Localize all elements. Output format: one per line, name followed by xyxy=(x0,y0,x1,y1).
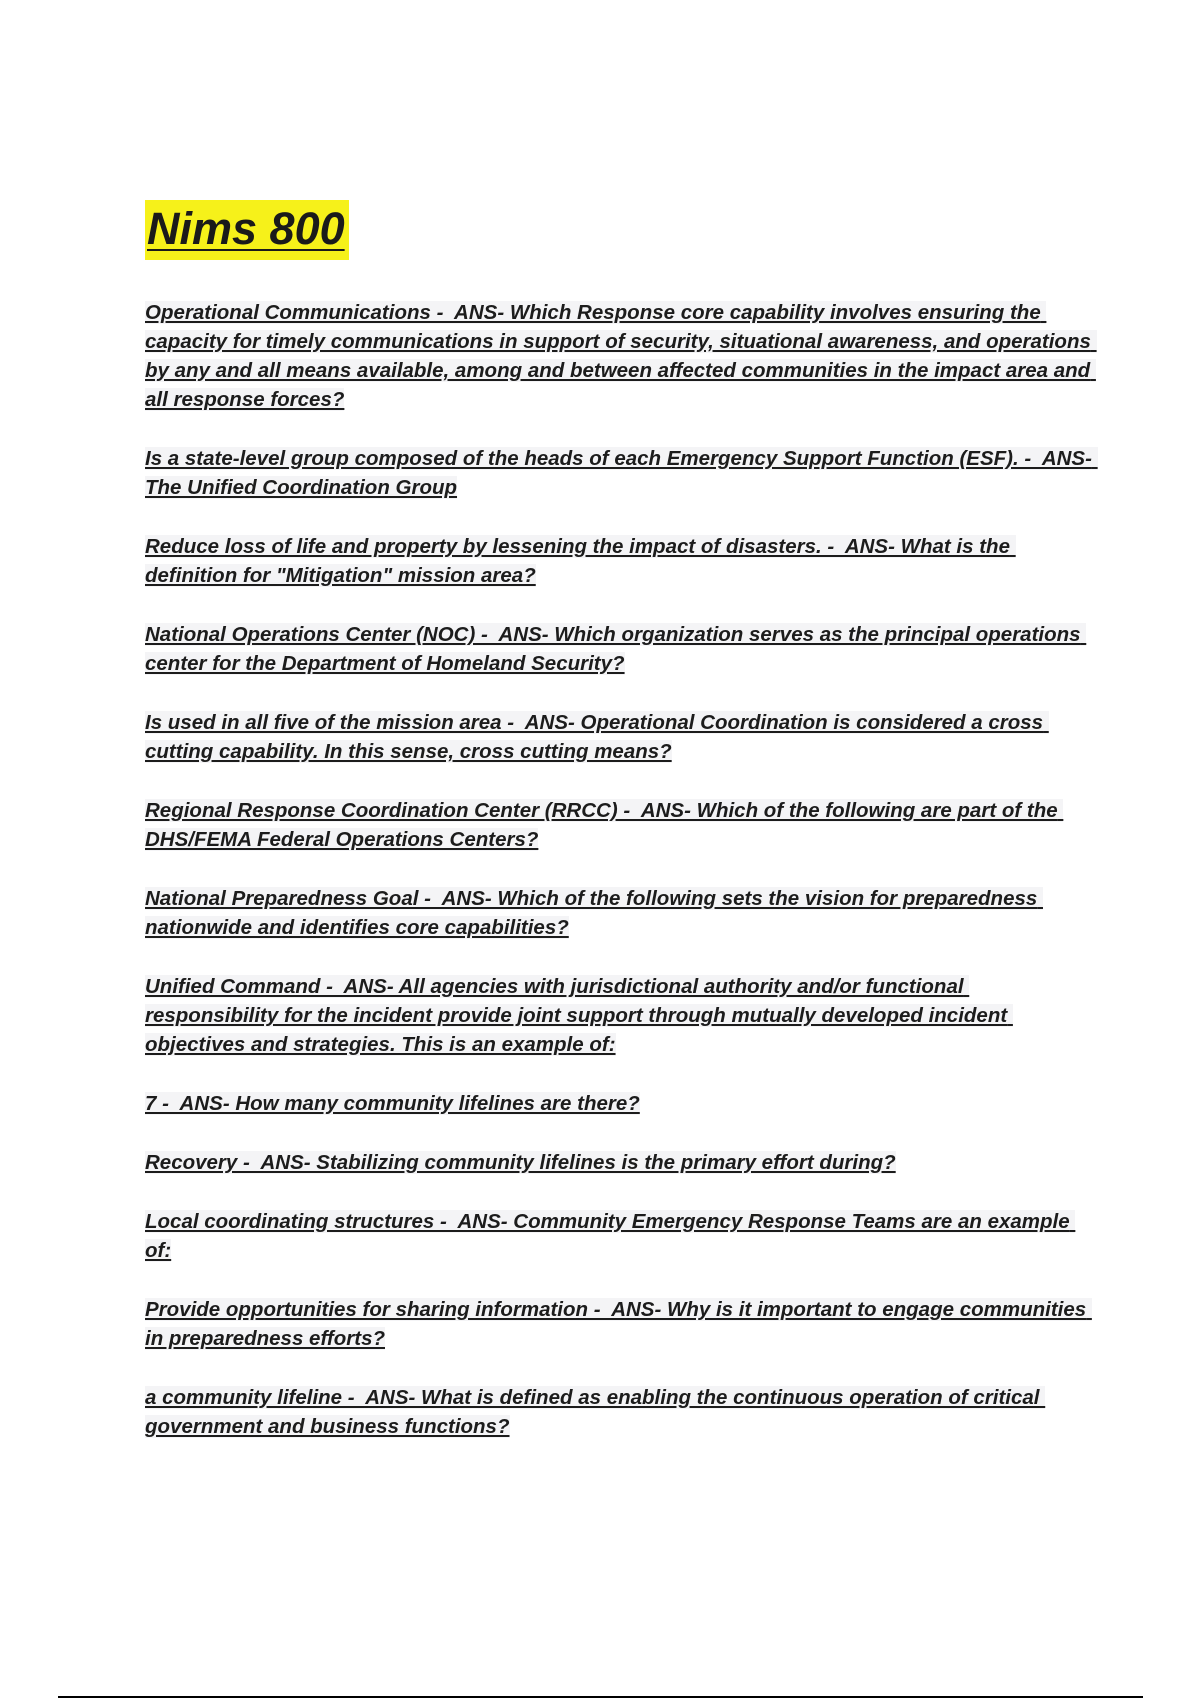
qa-item-text: Unified Command - ANS- All agencies with jurisdictional authority and/or functional responsibility for the incident provide joint support through mutually developed incident objectives and strategies. This is an example of: xyxy=(145,975,1013,1056)
qa-item xyxy=(145,708,1100,766)
footer-divider xyxy=(58,1696,1143,1698)
qa-item xyxy=(145,884,1100,942)
document-title: Nims 800 xyxy=(145,200,349,260)
qa-item-text: Regional Response Coordination Center (RRCC) - ANS- Which of the following are part of the DHS/FEMA Federal Operations Centers? xyxy=(145,799,1064,851)
qa-item-text: a community lifeline - ANS- What is defined as enabling the continuous operation of critical government and business functions? xyxy=(145,1386,1046,1438)
qa-item xyxy=(145,1089,1100,1118)
qa-item xyxy=(145,796,1100,854)
qa-item xyxy=(145,620,1100,678)
qa-item-text: Recovery - ANS- Stabilizing community lifelines is the primary effort during? xyxy=(145,1151,896,1174)
qa-item-text: Is used in all five of the mission area - ANS- Operational Coordination is considered a cross cutting capability. In this sense, cross cutting means? xyxy=(145,711,1049,763)
qa-item-text: Operational Communications - ANS- Which Response core capability involves ensuring the capacity for timely communications in support of security, situational awareness, and operations by any and all means available, among and between affected communities in the impact area and all response forces? xyxy=(145,301,1097,411)
qa-item xyxy=(145,298,1100,414)
qa-item xyxy=(145,1383,1100,1441)
qa-item xyxy=(145,1207,1100,1265)
qa-item xyxy=(145,1148,1100,1177)
qa-list xyxy=(145,298,1100,1471)
qa-item-text: National Preparedness Goal - ANS- Which of the following sets the vision for preparedness nationwide and identifies core capabilities? xyxy=(145,887,1043,939)
qa-item xyxy=(145,1295,1100,1353)
qa-item-text: Local coordinating structures - ANS- Community Emergency Response Teams are an example of: xyxy=(145,1210,1076,1262)
qa-item xyxy=(145,532,1100,590)
qa-item-text: 7 - ANS- How many community lifelines are there? xyxy=(145,1092,640,1115)
qa-item-text: National Operations Center (NOC) - ANS- Which organization serves as the principal operations center for the Department of Homeland Security? xyxy=(145,623,1087,675)
qa-item xyxy=(145,444,1100,502)
qa-item-text: Provide opportunities for sharing information - ANS- Why is it important to engage communities in preparedness efforts? xyxy=(145,1298,1092,1350)
qa-item-text: Reduce loss of life and property by lessening the impact of disasters. - ANS- What is the definition for "Mitigation" mission area? xyxy=(145,535,1016,587)
qa-item xyxy=(145,972,1100,1059)
qa-item-text: Is a state-level group composed of the heads of each Emergency Support Function (ESF). - ANS- The Unified Coordination Group xyxy=(145,447,1098,499)
